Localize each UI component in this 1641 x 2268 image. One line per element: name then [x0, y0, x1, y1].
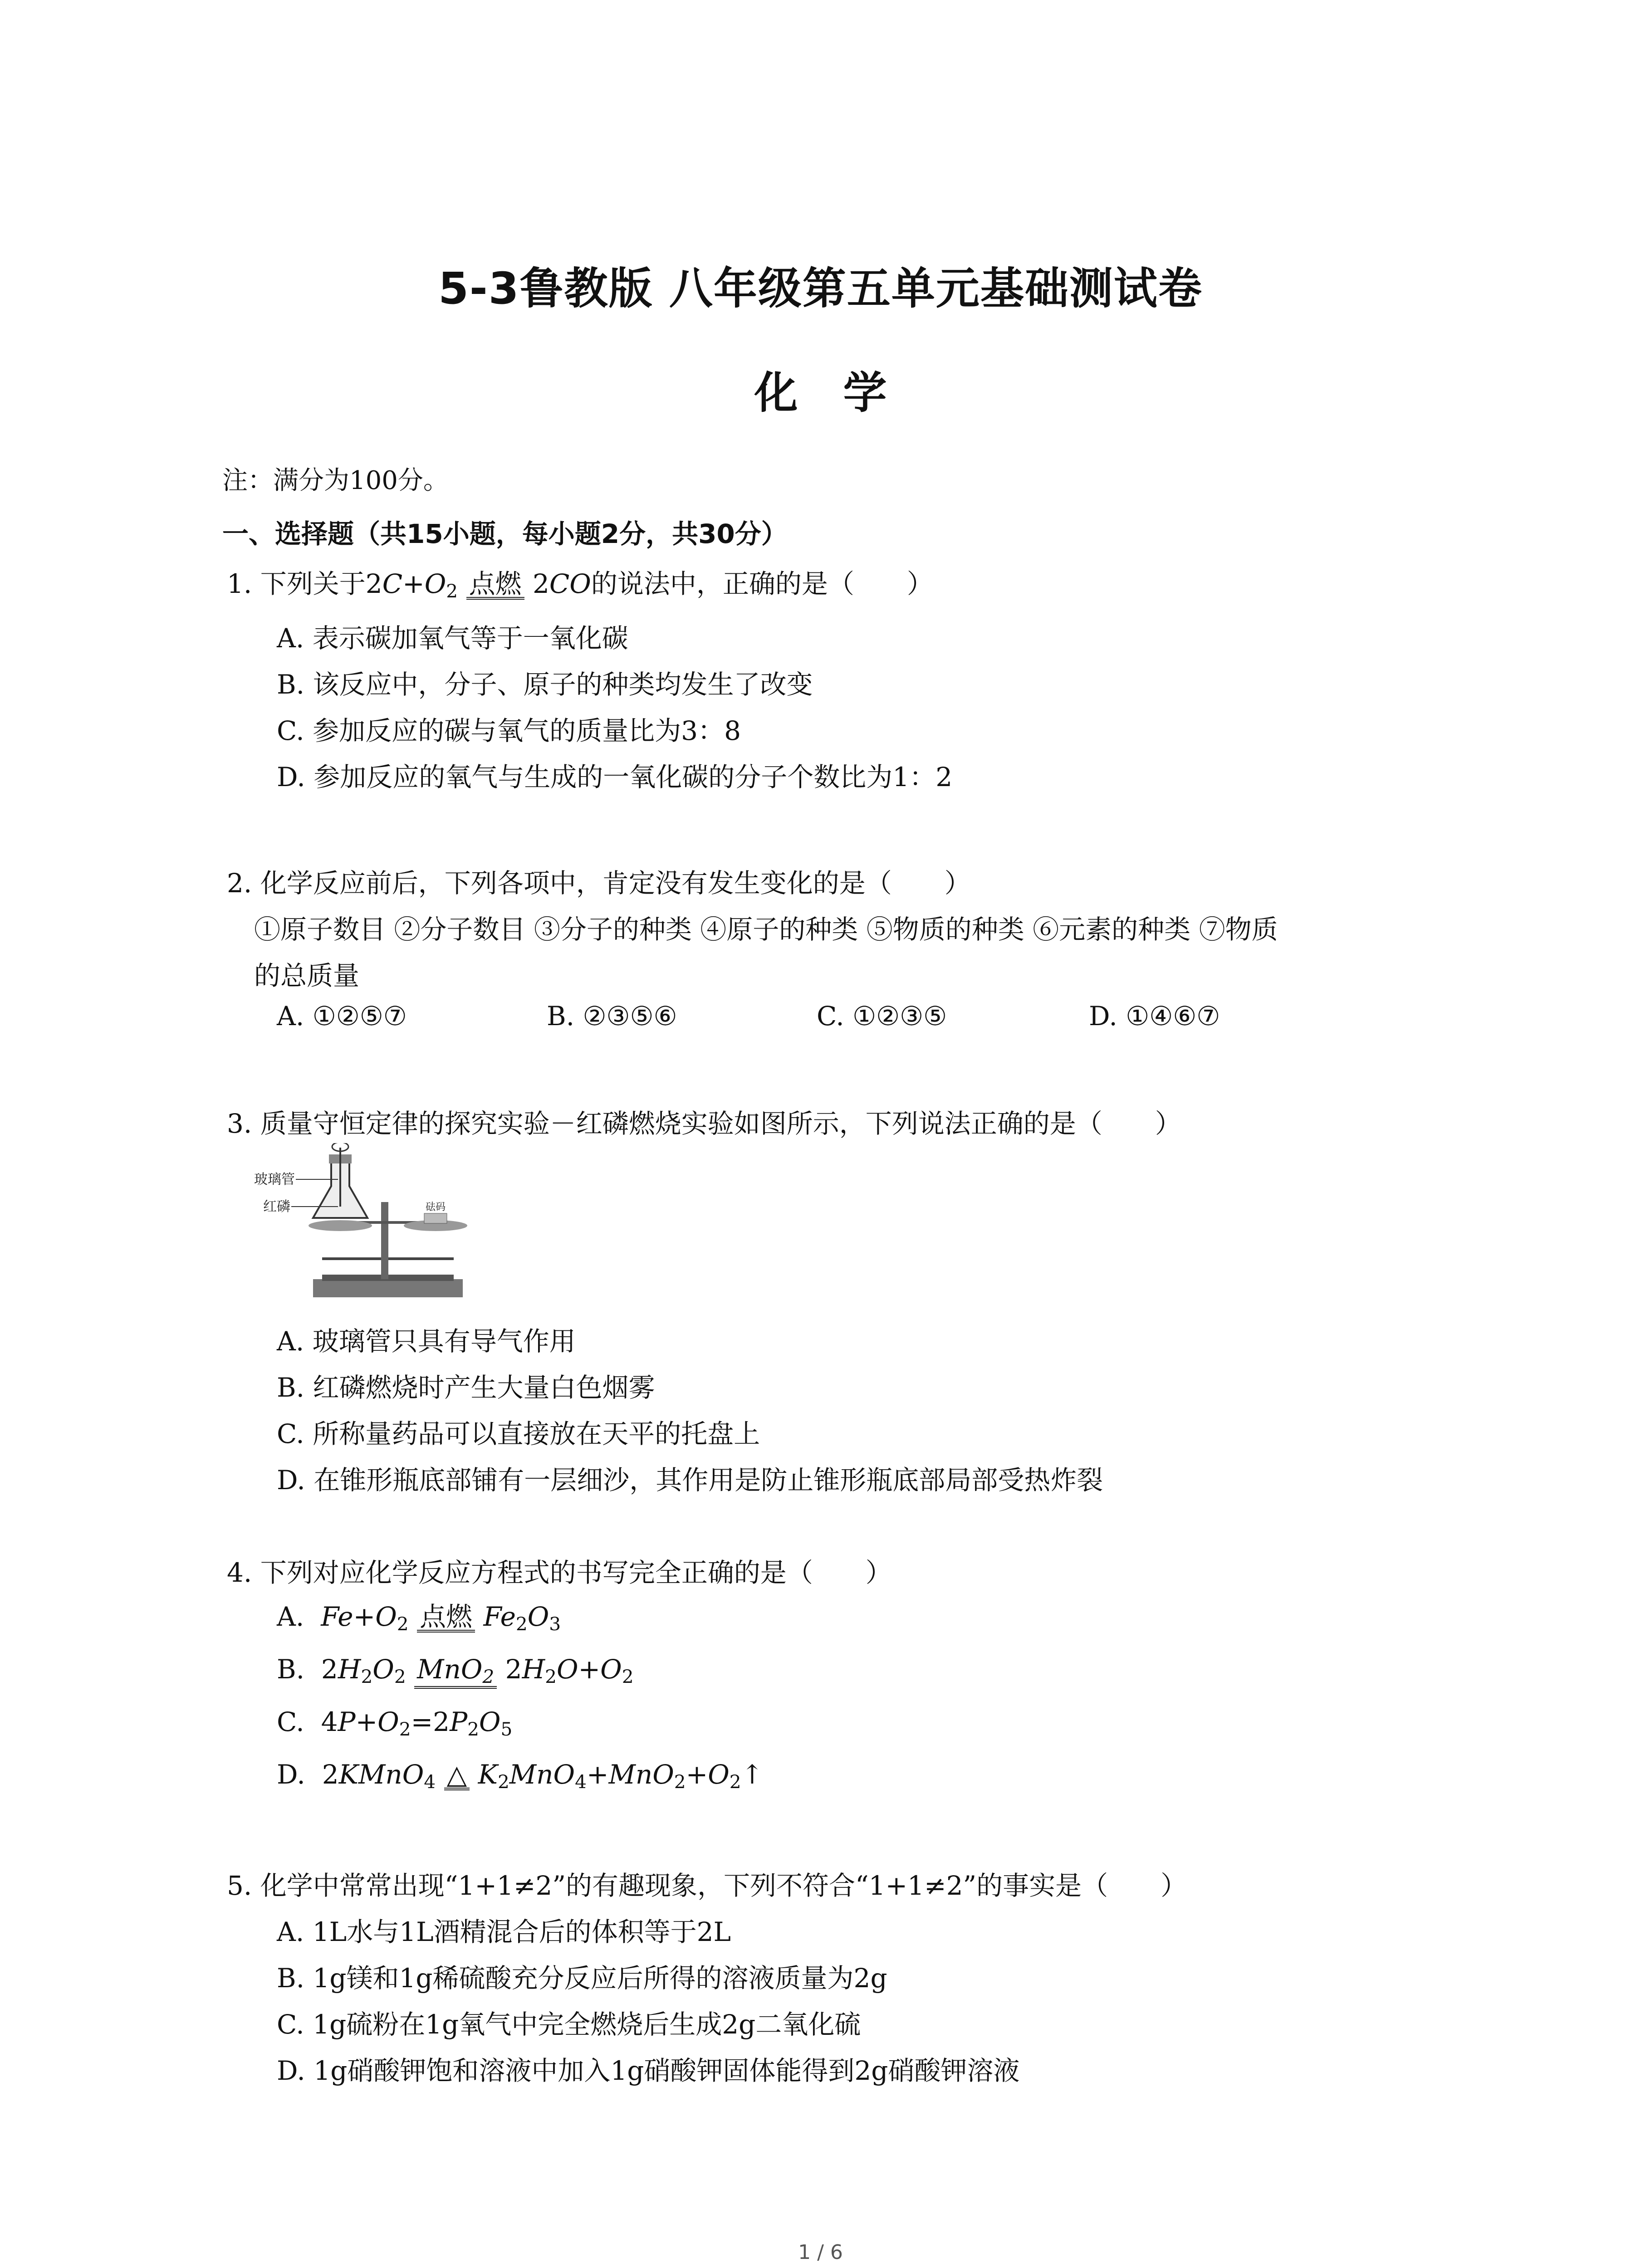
subject-title: 化学 [754, 367, 932, 418]
question-1-prefix: 1. 下列关于2 [227, 568, 382, 599]
reaction-condition: 点燃 [466, 571, 524, 600]
question-2-option-a[interactable]: A. ①②⑤⑦ [277, 1001, 407, 1031]
question-2-items: ①原子数目 ②分子数目 ③分子的种类 ④原子的种类 ⑤物质的种类 ⑥元素的种类 ⑦物质 [254, 914, 1278, 945]
question-3-stem: 3. 质量守恒定律的探究实验－红磷燃烧实验如图所示，下列说法正确的是（ ） [227, 1108, 1181, 1139]
page-number: 1 / 6 [798, 2241, 843, 2264]
reaction-condition: △ [444, 1761, 470, 1790]
question-1-option-a[interactable]: A. 表示碳加氧气等于一氧化碳 [277, 623, 628, 654]
question-3-option-b[interactable]: B. 红磷燃烧时产生大量白色烟雾 [277, 1372, 655, 1403]
question-5-option-a[interactable]: A. 1L水与1L酒精混合后的体积等于2L [277, 1916, 731, 1947]
balance-experiment-figure [254, 1143, 490, 1302]
question-2-items-cont: 的总质量 [254, 960, 360, 991]
question-4-option-b[interactable]: B. $2H_2O_2$ MnO$_2$ $2H_2O+O_2$ [277, 1654, 634, 1689]
question-1-suffix: 的说法中，正确的是（ ） [591, 568, 933, 599]
question-5-option-d[interactable]: D. 1g硝酸钾饱和溶液中加入1g硝酸钾固体能得到2g硝酸钾溶液 [277, 2055, 1020, 2086]
page-title: 5-3鲁教版 八年级第五单元基础测试卷 [438, 263, 1203, 314]
question-5-stem: 5. 化学中常常出现“1+1≠2”的有趣现象，下列不符合“1+1≠2”的事实是（ ） [227, 1870, 1187, 1901]
question-1-option-b[interactable]: B. 该反应中，分子、原子的种类均发生了改变 [277, 669, 813, 700]
question-2-option-c[interactable]: C. ①②③⑤ [817, 1001, 947, 1031]
question-5-option-c[interactable]: C. 1g硫粉在1g氧气中完全燃烧后生成2g二氧化硫 [277, 2009, 861, 2040]
figure-label-phosphorus: 红磷 [263, 1199, 290, 1215]
question-4-option-a[interactable]: A. $Fe+O_2$ 点燃 $Fe_2O_3$ [277, 1601, 561, 1635]
question-1-stem: 1. 下列关于$2C+O_2$ 点燃 2CO的说法中，正确的是（ ） [227, 568, 933, 602]
question-2-stem: 2. 化学反应前后，下列各项中，肯定没有发生变化的是（ ） [227, 868, 971, 899]
question-2-option-d[interactable]: D. ①④⑥⑦ [1089, 1001, 1220, 1031]
question-3-option-d[interactable]: D. 在锥形瓶底部铺有一层细沙，其作用是防止锥形瓶底部局部受热炸裂 [277, 1465, 1103, 1496]
reaction-condition: MnO$_2$ [414, 1656, 497, 1689]
score-note: 注：满分为100分。 [222, 466, 449, 495]
question-1-option-d[interactable]: D. 参加反应的氧气与生成的一氧化碳的分子个数比为1：2 [277, 762, 953, 792]
question-2-option-b[interactable]: B. ②③⑤⑥ [547, 1001, 677, 1031]
figure-label-tube: 玻璃管 [254, 1172, 295, 1188]
question-4-option-d[interactable]: D. 2KMnO$_4$ △ $K_2MnO_4+MnO_2+O_2↑$ [277, 1759, 764, 1793]
svg-text:砝码: 砝码 [426, 1202, 446, 1213]
question-4-stem: 4. 下列对应化学反应方程式的书写完全正确的是（ ） [227, 1557, 892, 1588]
question-4-option-c[interactable]: C. $4P+O_2=2P_2O_5$ [277, 1706, 513, 1740]
section-heading: 一、选择题（共15小题，每小题2分，共30分） [222, 518, 788, 549]
question-5-option-b[interactable]: B. 1g镁和1g稀硫酸充分反应后所得的溶液质量为2g [277, 1963, 887, 1994]
question-3-option-c[interactable]: C. 所称量药品可以直接放在天平的托盘上 [277, 1418, 760, 1449]
reaction-condition: 点燃 [417, 1603, 475, 1633]
question-3-option-a[interactable]: A. 玻璃管只具有导气作用 [277, 1326, 576, 1357]
question-1-option-c[interactable]: C. 参加反应的碳与氧气的质量比为3：8 [277, 715, 741, 746]
